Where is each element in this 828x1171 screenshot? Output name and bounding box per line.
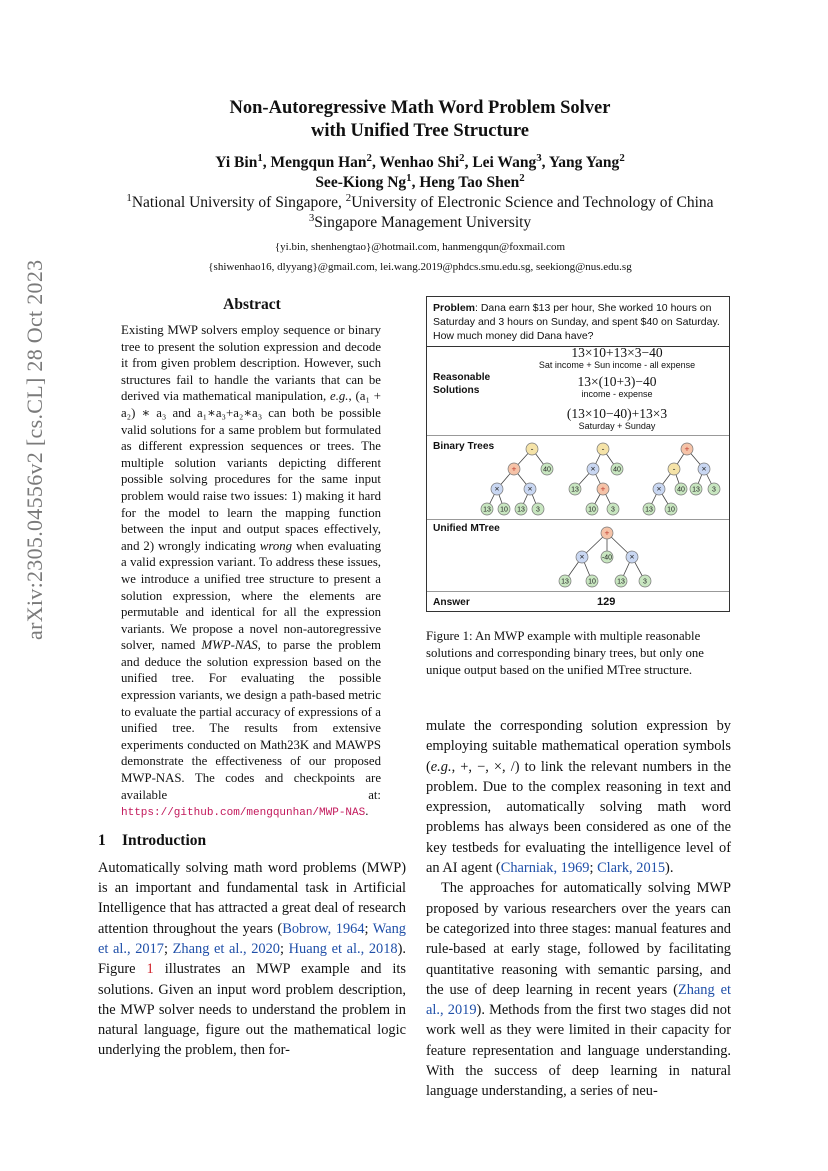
unified-mtree-node-root bbox=[601, 527, 613, 539]
binary-tree-3-node-n13b bbox=[643, 503, 655, 515]
binary-tree-1-node-l4 bbox=[532, 503, 544, 515]
author-affil-sup: 1 bbox=[406, 171, 412, 184]
svg-text:-: - bbox=[672, 463, 676, 474]
abstract-wrong: wrong bbox=[259, 538, 293, 553]
unified-mtree-node-l2 bbox=[586, 575, 598, 587]
expression-3-formula: (13×10−40)+13×3 bbox=[566, 406, 668, 421]
code-link[interactable]: https://github.com/mengqunhan/MWP-NAS bbox=[121, 807, 366, 820]
problem-label: Problem bbox=[433, 302, 476, 314]
tree-diagrams bbox=[427, 297, 729, 611]
binary-tree-1-node-l2 bbox=[498, 503, 510, 515]
text-run: ). Figure bbox=[98, 941, 406, 978]
author-line-2 bbox=[90, 173, 750, 193]
author-name: Mengqun Han bbox=[270, 154, 367, 171]
svg-text:40: 40 bbox=[543, 466, 551, 474]
svg-text:×: × bbox=[590, 463, 596, 474]
title-line-1: Non-Autoregressive Math Word Problem Solver bbox=[229, 98, 611, 118]
citation-link[interactable]: Clark, 2015 bbox=[597, 860, 666, 877]
text-run: illustrates an MWP example and its solutions. Given an input word problem description, the MWP solver needs to understand the problem in natural language, figure out the mathematical logic underlying the problem, then for- bbox=[98, 961, 406, 1059]
binary-tree-1-node-l1 bbox=[481, 503, 493, 515]
affiliation-line-1 bbox=[90, 193, 750, 213]
affil-sup: 2 bbox=[345, 191, 352, 204]
text-run: , +, −, ×, /) to link the relevant numbers in the problem. Due to the complex reasoning in text and expression, automatically solving math word problems has always been considered as one of the key testbeds for evaluating the intelligence level of an AI agent ( bbox=[426, 758, 731, 877]
citation-link[interactable]: Bobrow, 1964 bbox=[282, 920, 365, 937]
citation-link[interactable]: Charniak, 1969 bbox=[500, 860, 590, 877]
citation-link[interactable]: Zhang et al., 2020 bbox=[172, 941, 280, 957]
author-affil-sup: 2 bbox=[366, 151, 372, 164]
svg-text:10: 10 bbox=[667, 506, 675, 514]
author-separator: , bbox=[262, 154, 271, 171]
svg-text:×: × bbox=[579, 551, 585, 562]
text-run: ; bbox=[280, 941, 289, 957]
answer-label: Answer bbox=[433, 597, 470, 608]
unified-mtree-node-t2 bbox=[626, 551, 638, 563]
abstract-part: when evaluating a valid expression variant. To address these issues, we introduce a unified tree structure to present a solution expression, where the elements are permutable and identical for all the expression variants. We propose a novel non-autoregressive solver, named bbox=[121, 538, 381, 653]
author-affil-sup: 2 bbox=[459, 151, 465, 164]
binary-tree-1-node-root bbox=[526, 443, 538, 455]
svg-text:×: × bbox=[656, 483, 662, 494]
binary-tree-2-node-root bbox=[597, 443, 609, 455]
expression-3-description: Saturday + Sunday bbox=[578, 421, 656, 431]
unified-mtree-label: Unified MTree bbox=[433, 523, 500, 534]
abstract-part: , (a₁ + a₂) ∗ a₃ and a₁∗a₃+a₂∗a₃ can both be possible valid solutions for a same problem but formulated as different expression sequences or trees. The multiple solution variants depicting different possible solving procedures for the same input problem would raise two issues: 1) making it hard for the model to learn the mapping function between the input and output spaces effectively, and 2) wrongly indicating bbox=[121, 389, 381, 553]
svg-text:10: 10 bbox=[588, 578, 596, 586]
binary-tree-2-node-plus bbox=[597, 483, 609, 495]
figure-1 bbox=[426, 296, 730, 612]
svg-text:13: 13 bbox=[483, 506, 491, 514]
expression-2-formula: 13×(10+3)−40 bbox=[577, 374, 657, 389]
binary-tree-2-node-n10 bbox=[586, 503, 598, 515]
svg-text:3: 3 bbox=[643, 578, 647, 586]
svg-text:+: + bbox=[600, 483, 606, 494]
binary-tree-3-node-times2 bbox=[698, 463, 710, 475]
expression-1-formula: 13×10+13×3−40 bbox=[571, 345, 663, 360]
author-name: See-Kiong Ng bbox=[315, 174, 407, 191]
abstract-part: , to parse the problem and deduce the solution expression based on the unified tree. For evaluating the possible expression variants, we design a path-based metric to evaluate the partial accuracy of expressions of a unified tree. The results from extensive experiments conducted on Math23K and MAWPS demonstrate the effectiveness of our proposed MWP-NAS. The codes and checkpoints are available at: bbox=[121, 638, 381, 802]
author-affil-sup: 2 bbox=[619, 151, 625, 164]
binary-tree-2-node-n3 bbox=[607, 503, 619, 515]
svg-text:-40: -40 bbox=[601, 554, 613, 562]
svg-text:×: × bbox=[527, 483, 533, 494]
author-name: Yang Yang bbox=[548, 154, 620, 171]
title-line-2: with Unified Tree Structure bbox=[310, 121, 530, 141]
svg-text:×: × bbox=[629, 551, 635, 562]
problem-text: : Dana earn $13 per hour, She worked 10 hours on Saturday and 3 hours on Sunday, and spent $40 on Saturday. How much money did Dana have? bbox=[433, 302, 720, 342]
figure-reference-link[interactable]: 1 bbox=[146, 961, 154, 978]
text-run: ; bbox=[589, 860, 598, 877]
email-line-1: {yi.bin, shenhengtao}@hotmail.com, hanmengqun@foxmail.com bbox=[274, 241, 566, 253]
svg-text:×: × bbox=[701, 463, 707, 474]
binary-tree-3-node-times1 bbox=[653, 483, 665, 495]
author-name: Heng Tao Shen bbox=[419, 174, 520, 191]
svg-text:3: 3 bbox=[536, 506, 540, 514]
approaches-paragraph bbox=[426, 878, 731, 1101]
svg-text:10: 10 bbox=[588, 506, 596, 514]
author-affil-sup: 1 bbox=[257, 151, 263, 164]
svg-text:10: 10 bbox=[500, 506, 508, 514]
svg-text:×: × bbox=[494, 483, 500, 494]
figure-caption: Figure 1: An MWP example with multiple reasonable solutions and corresponding binary trees, but only one unique output based on the unified MTree structure. bbox=[426, 629, 704, 678]
binary-tree-2-node-times bbox=[587, 463, 599, 475]
abstract-part: Existing MWP solvers employ sequence or binary tree to present the solution expression and decode it from given problem description. However, such structures fail to handle the variants that can be derived via mathematical manipulation, bbox=[121, 323, 381, 404]
svg-text:13: 13 bbox=[692, 486, 700, 494]
author-name: Wenhao Shi bbox=[379, 154, 460, 171]
email-line-2: {shiwenhao16, dlyyang}@gmail.com, lei.wang.2019@phdcs.smu.edu.sg, seekiong@nus.edu.sg bbox=[208, 261, 632, 273]
binary-trees-label: Binary Trees bbox=[433, 441, 495, 452]
author-list bbox=[90, 153, 750, 193]
affil-sup: 1 bbox=[126, 191, 132, 204]
text-run: mulate the corresponding solution expression by employing suitable mathematical operation symbols ( bbox=[426, 718, 731, 775]
affiliation-3: Singapore Management University bbox=[314, 214, 532, 231]
citation-link[interactable]: Huang et al., 2018 bbox=[288, 941, 398, 957]
right-column bbox=[426, 716, 731, 1102]
text-run: ; bbox=[164, 941, 173, 957]
svg-text:+: + bbox=[684, 443, 690, 454]
svg-text:+: + bbox=[604, 527, 610, 538]
svg-text:-: - bbox=[601, 443, 605, 454]
expression-1-description: Sat income + Sun income - all expense bbox=[538, 360, 696, 370]
svg-text:13: 13 bbox=[645, 506, 653, 514]
affiliation-line-2 bbox=[90, 213, 750, 233]
model-name: MWP-NAS bbox=[201, 638, 258, 653]
text-run: The approaches for automatically solving MWP proposed by various researchers over the years can be categorized into three stages: manual features and rule-based at early stage, followed by facilitating quantitative reasoning with semantic parsing, and the use of deep learning in recent years ( bbox=[426, 880, 731, 998]
author-separator: , bbox=[464, 154, 473, 171]
binary-tree-1-node-t1 bbox=[491, 483, 503, 495]
author-affil-sup: 3 bbox=[536, 151, 542, 164]
svg-text:13: 13 bbox=[561, 578, 569, 586]
arxiv-identifier: arXiv:2305.04556v2 [cs.CL] 28 Oct 2023 bbox=[22, 259, 47, 640]
author-name: Lei Wang bbox=[472, 154, 537, 171]
binary-tree-3-node-n13a bbox=[690, 483, 702, 495]
paper-title bbox=[90, 97, 750, 143]
binary-tree-2-node-n13 bbox=[569, 483, 581, 495]
abstract-part: . bbox=[365, 804, 369, 819]
binary-tree-3-node-root bbox=[681, 443, 693, 455]
answer-value: 129 bbox=[597, 596, 616, 608]
section-title: Introduction bbox=[122, 831, 207, 849]
unified-mtree-node-neg bbox=[601, 551, 613, 563]
intro-paragraph bbox=[98, 858, 406, 1061]
section-heading-introduction bbox=[98, 832, 406, 850]
author-separator: , bbox=[411, 174, 420, 191]
unified-mtree-node-l4 bbox=[639, 575, 651, 587]
svg-text:40: 40 bbox=[677, 486, 685, 494]
citation-link[interactable]: Wang et al., 2017 bbox=[98, 920, 406, 957]
author-separator: , bbox=[371, 154, 380, 171]
text-run: Automatically solving math word problems (MWP) is an important and fundamental task in Artificial Intelligence that has attracted a great deal of research attention throughout the years ( bbox=[98, 859, 406, 937]
paper-header bbox=[90, 97, 750, 277]
binary-tree-3-node-n10 bbox=[665, 503, 677, 515]
unified-mtree-node-l1 bbox=[559, 575, 571, 587]
svg-text:40: 40 bbox=[613, 466, 621, 474]
reasonable-solutions-label: Reasonable Solutions bbox=[433, 372, 491, 396]
section-number: 1 bbox=[98, 831, 106, 849]
text-run: ). bbox=[665, 860, 674, 877]
email-block bbox=[90, 237, 750, 277]
author-name: Yi Bin bbox=[215, 154, 258, 171]
svg-text:13: 13 bbox=[517, 506, 525, 514]
binary-tree-3-node-n3 bbox=[708, 483, 720, 495]
binary-tree-1-node-t2 bbox=[524, 483, 536, 495]
left-column bbox=[98, 296, 406, 1061]
binary-tree-3-node-minus bbox=[668, 463, 680, 475]
affiliation-1: National University of Singapore, bbox=[131, 194, 346, 211]
author-separator: , bbox=[541, 154, 549, 171]
svg-text:+: + bbox=[511, 463, 517, 474]
binary-tree-2-node-c40 bbox=[611, 463, 623, 475]
expression-2-description: income - expense bbox=[581, 389, 653, 399]
binary-tree-1-node-plus bbox=[508, 463, 520, 475]
unified-mtree-node-t1 bbox=[576, 551, 588, 563]
abstract-text bbox=[98, 322, 406, 822]
svg-text:-: - bbox=[530, 443, 534, 454]
text-run: ; bbox=[364, 920, 373, 937]
binary-tree-1-node-c40 bbox=[541, 463, 553, 475]
svg-text:3: 3 bbox=[611, 506, 615, 514]
intro-continuation-paragraph bbox=[426, 716, 731, 878]
abstract-eg: e.g. bbox=[330, 389, 349, 404]
svg-text:13: 13 bbox=[617, 578, 625, 586]
affil-sup: 3 bbox=[308, 211, 315, 224]
svg-text:3: 3 bbox=[712, 486, 716, 494]
binary-tree-1-node-l3 bbox=[515, 503, 527, 515]
affiliation-2: University of Electronic Science and Technology of China bbox=[351, 194, 714, 211]
author-line-1 bbox=[90, 153, 750, 173]
svg-text:13: 13 bbox=[571, 486, 579, 494]
text-run-italic: e.g. bbox=[430, 758, 452, 775]
citation-link[interactable]: Zhang et al., 2019 bbox=[426, 981, 732, 1019]
text-run: ). Methods from the first two stages did not work well as they were limited in their capacity for feature representation and language understanding. With the success of deep learning in natural language understanding, a series of neu- bbox=[426, 1002, 731, 1100]
author-affil-sup: 2 bbox=[519, 171, 525, 184]
unified-mtree-node-l3 bbox=[615, 575, 627, 587]
binary-tree-3-node-c40 bbox=[675, 483, 687, 495]
abstract-heading: Abstract bbox=[223, 296, 281, 313]
